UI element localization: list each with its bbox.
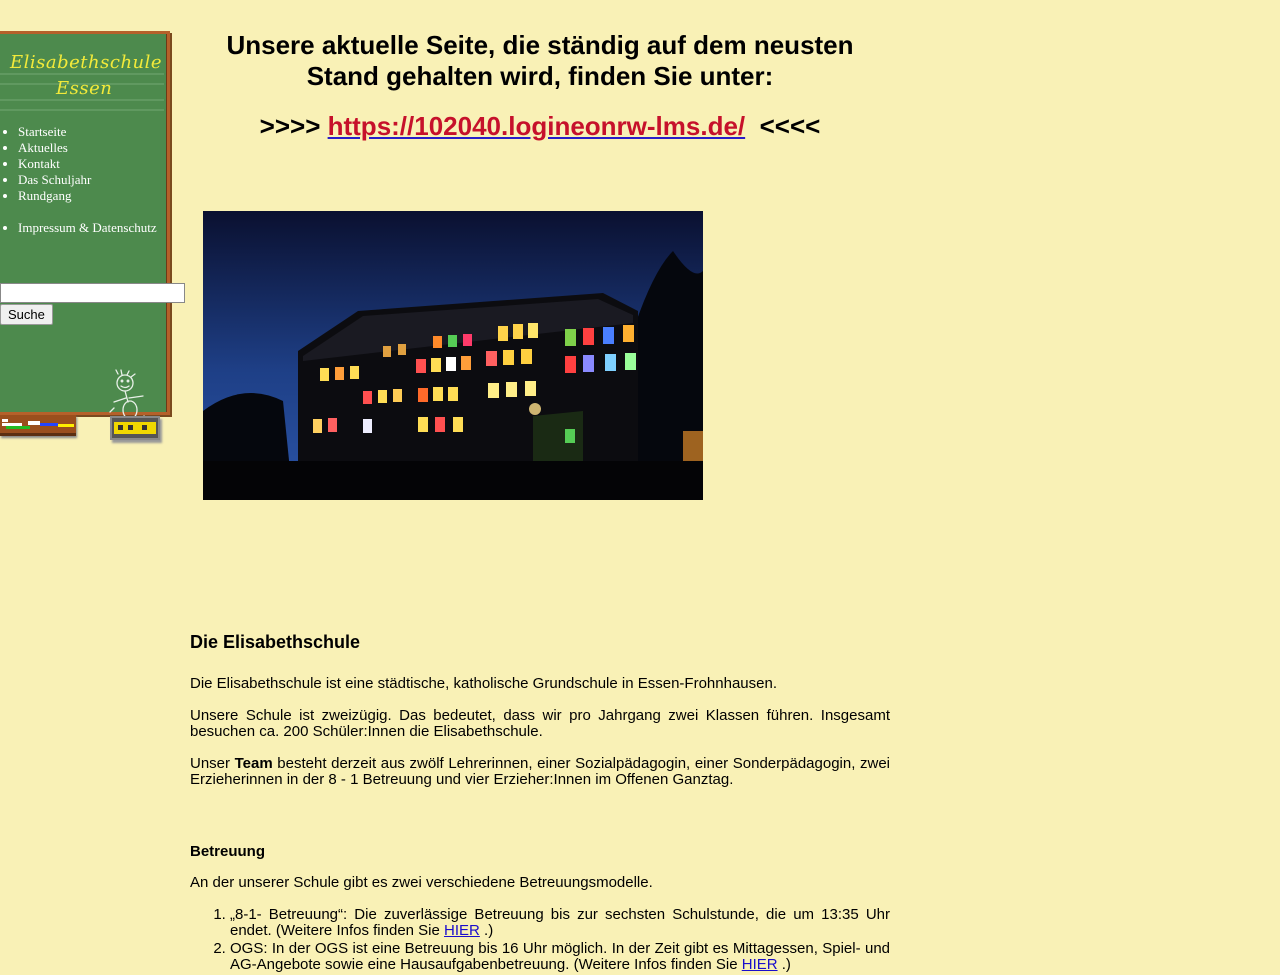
list-item	[230, 907, 890, 939]
nav-link-aktuelles[interactable]: Aktuelles	[18, 140, 68, 155]
list-item-after: .)	[479, 922, 494, 939]
search-button[interactable]: Suche	[0, 304, 53, 325]
link-prefix: >>>>	[259, 111, 328, 141]
nav-link-rundgang[interactable]: Rundgang	[18, 188, 72, 203]
intro-paragraph: Die Elisabethschule ist eine städtische, katholische Grundschule in Essen-Frohnhausen.	[190, 675, 777, 692]
new-site-link-line	[190, 111, 890, 142]
betreuung-intro: An der unserer Schule gibt es zwei verschiedene Betreuungsmodelle.	[190, 874, 653, 891]
headline-line2: Stand gehalten wird, finden Sie unter:	[306, 61, 774, 91]
hier-link[interactable]: HIER	[741, 956, 778, 973]
nav-item-aktuelles	[18, 140, 157, 156]
site-logo-line2[interactable]: Essen	[56, 78, 113, 99]
search-input[interactable]	[0, 283, 185, 303]
section-title: Die Elisabethschule	[190, 632, 361, 652]
headline-line1: Unsere aktuelle Seite, die ständig auf dem neusten	[226, 30, 854, 60]
classes-paragraph: Unsere Schule ist zweizügig. Das bedeutet, dass wir pro Jahrgang zwei Klassen führen. Insgesamt besuchen ca. 200 Schüler:Innen die Elisabethschule.	[190, 707, 890, 740]
team-prefix: Unser	[190, 755, 235, 772]
team-paragraph	[190, 756, 890, 788]
nav-item-startseite	[18, 124, 157, 140]
chalkboard-sponge-icon	[110, 416, 160, 440]
nav-link-impressum[interactable]: Impressum & Datenschutz	[18, 220, 157, 235]
hier-link[interactable]: HIER	[444, 922, 480, 939]
school-night-photo	[203, 211, 703, 500]
nav-link-schuljahr[interactable]: Das Schuljahr	[18, 172, 92, 187]
chalk-pieces-icon	[0, 415, 76, 433]
betreuung-title: Betreuung	[190, 843, 265, 860]
new-site-link[interactable]: https://102040.logineonrw-lms.de/	[327, 111, 746, 141]
chalk-tray	[0, 415, 76, 436]
nav-item-impressum	[18, 220, 157, 236]
link-suffix: <<<<	[745, 111, 821, 141]
betreuung-list	[190, 907, 890, 973]
list-item	[230, 941, 890, 973]
nav-link-startseite[interactable]: Startseite	[18, 124, 67, 139]
list-item-text: „8-1- Betreuung“: Die zuverlässige Betreuung bis zur sechsten Schulstunde, die um 13:35 Uhr endet. (Weitere Infos finden Sie	[230, 906, 890, 939]
site-logo-line1[interactable]: Elisabethschule	[10, 52, 163, 73]
team-rest: besteht derzeit aus zwölf Lehrerinnen, einer Sozialpädagogin, einer Sonderpädagogin, zwei Erzieherinnen in der 8 - 1 Betreuung und vier Erzieher:Innen im Offenen Ganztag.	[190, 755, 890, 788]
sidebar-nav	[0, 124, 157, 236]
list-item-text: OGS: In der OGS ist eine Betreuung bis 16 Uhr möglich. In der Zeit gibt es Mittagessen, Spiel- und AG-Angebote sowie eine Hausaufgabenbetreuung. (Weitere Infos finden Sie	[230, 940, 890, 973]
nav-link-kontakt[interactable]: Kontakt	[18, 156, 60, 171]
nav-item-schuljahr	[18, 172, 157, 188]
chalkboard-sidebar	[0, 31, 170, 415]
nav-item-rundgang	[18, 188, 157, 204]
list-item-after: .)	[777, 956, 791, 973]
page-headline	[190, 30, 890, 92]
nav-item-kontakt	[18, 156, 157, 172]
team-bold: Team	[234, 755, 273, 772]
main-content	[190, 630, 890, 975]
